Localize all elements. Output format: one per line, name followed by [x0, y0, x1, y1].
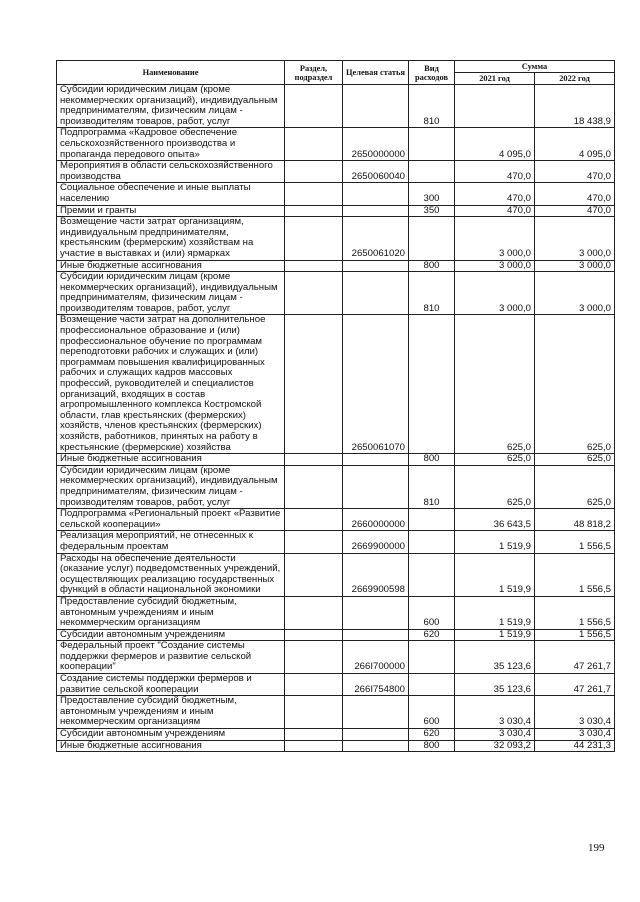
table-row	[57, 729, 615, 741]
row-razdel	[285, 272, 343, 315]
header-summa: Сумма	[455, 61, 615, 73]
table-row	[57, 509, 615, 531]
table-row	[57, 272, 615, 315]
row-2021: 625,0	[455, 465, 535, 508]
table-row	[57, 205, 615, 217]
row-code	[343, 260, 409, 272]
table-row	[57, 260, 615, 272]
header-year-2021: 2021 год	[455, 73, 535, 85]
row-2022: 48 818,2	[535, 509, 615, 531]
row-vid	[409, 509, 455, 531]
row-vid	[409, 674, 455, 696]
table-row	[57, 629, 615, 641]
row-2022: 470,0	[535, 161, 615, 183]
row-code	[343, 740, 409, 752]
row-2022: 3 000,0	[535, 217, 615, 260]
row-2021: 3 030,4	[455, 696, 535, 729]
row-vid: 620	[409, 729, 455, 741]
row-vid: 800	[409, 740, 455, 752]
row-2021: 35 123,6	[455, 641, 535, 674]
row-name: Возмещение части затрат организациям, индивидуальным предпринимателям, крестьянским (фермерским) хозяйствам на участие в выставках и (или) ярмарках	[57, 217, 285, 260]
row-vid	[409, 531, 455, 553]
row-name: Мероприятия в области сельскохозяйственного производства	[57, 161, 285, 183]
header-razdel: Раздел, подраздел	[285, 61, 343, 85]
row-name: Расходы на обеспечение деятельности (оказание услуг) подведомственных учреждений, осуществляющих реализацию государственных функций в области национальной экономики	[57, 553, 285, 596]
row-code: 2669900598	[343, 553, 409, 596]
row-2022: 3 000,0	[535, 272, 615, 315]
row-razdel	[285, 260, 343, 272]
row-name: Подпрограмма «Региональный проект «Развитие сельской кооперации»	[57, 509, 285, 531]
row-2022: 470,0	[535, 183, 615, 205]
row-2022: 4 095,0	[535, 128, 615, 161]
row-2021: 35 123,6	[455, 674, 535, 696]
table-row	[57, 641, 615, 674]
row-razdel	[285, 629, 343, 641]
row-name: Реализация мероприятий, не отнесенных к федеральным проектам	[57, 531, 285, 553]
row-vid: 300	[409, 183, 455, 205]
row-2021: 1 519,9	[455, 553, 535, 596]
row-2022: 625,0	[535, 454, 615, 466]
table-row	[57, 161, 615, 183]
row-code	[343, 454, 409, 466]
row-code	[343, 629, 409, 641]
row-vid	[409, 553, 455, 596]
row-razdel	[285, 85, 343, 128]
row-2021: 4 095,0	[455, 128, 535, 161]
row-vid	[409, 641, 455, 674]
row-code	[343, 272, 409, 315]
row-vid: 600	[409, 696, 455, 729]
table-row	[57, 85, 615, 128]
row-code	[343, 183, 409, 205]
row-name: Субсидии автономным учреждениям	[57, 729, 285, 741]
row-2021: 3 000,0	[455, 260, 535, 272]
row-2022: 47 261,7	[535, 674, 615, 696]
row-vid	[409, 161, 455, 183]
row-2022: 44 231,3	[535, 740, 615, 752]
row-name: Иные бюджетные ассигнования	[57, 260, 285, 272]
row-name: Федеральный проект "Создание системы поддержки фермеров и развитие сельской кооперации"	[57, 641, 285, 674]
row-razdel	[285, 128, 343, 161]
page-number: 199	[588, 842, 605, 854]
row-code: 2660000000	[343, 509, 409, 531]
row-code: 2669900000	[343, 531, 409, 553]
row-2021: 470,0	[455, 205, 535, 217]
row-vid: 810	[409, 272, 455, 315]
row-razdel	[285, 553, 343, 596]
row-razdel	[285, 465, 343, 508]
row-code: 266I700000	[343, 641, 409, 674]
row-2022: 1 556,5	[535, 629, 615, 641]
row-2022: 1 556,5	[535, 531, 615, 553]
table-row	[57, 454, 615, 466]
row-2021: 470,0	[455, 161, 535, 183]
row-name: Социальное обеспечение и иные выплаты населению	[57, 183, 285, 205]
row-name: Субсидии юридическим лицам (кроме некоммерческих организаций), индивидуальным предпринимателям, физическим лицам - производителям товаров, работ, услуг	[57, 272, 285, 315]
budget-table-page	[56, 60, 614, 752]
row-code: 2650061070	[343, 315, 409, 454]
row-2022: 3 030,4	[535, 729, 615, 741]
row-name: Субсидии автономным учреждениям	[57, 629, 285, 641]
table-row	[57, 740, 615, 752]
row-code	[343, 696, 409, 729]
row-vid: 810	[409, 85, 455, 128]
row-name: Субсидии юридическим лицам (кроме некоммерческих организаций), индивидуальным предпринимателям, физическим лицам - производителям товаров, работ, услуг	[57, 85, 285, 128]
row-razdel	[285, 183, 343, 205]
row-2021: 32 093,2	[455, 740, 535, 752]
row-code	[343, 85, 409, 128]
row-vid: 810	[409, 465, 455, 508]
row-razdel	[285, 740, 343, 752]
row-2022: 470,0	[535, 205, 615, 217]
table-row	[57, 128, 615, 161]
row-2022: 625,0	[535, 315, 615, 454]
row-code	[343, 596, 409, 629]
row-2022: 625,0	[535, 465, 615, 508]
table-row	[57, 465, 615, 508]
row-razdel	[285, 315, 343, 454]
row-name: Предоставление субсидий бюджетным, автономным учреждениям и иным некоммерческим организациям	[57, 696, 285, 729]
row-name: Предоставление субсидий бюджетным, автономным учреждениям и иным некоммерческим организациям	[57, 596, 285, 629]
row-code: 2650000000	[343, 128, 409, 161]
row-vid: 800	[409, 454, 455, 466]
row-name: Иные бюджетные ассигнования	[57, 740, 285, 752]
row-razdel	[285, 454, 343, 466]
row-2021: 3 030,4	[455, 729, 535, 741]
row-name: Создание системы поддержки фермеров и развитие сельской кооперации	[57, 674, 285, 696]
row-code: 2650061020	[343, 217, 409, 260]
row-name: Возмещение части затрат на дополнительное профессиональное образование и (или) профессиональное обучение по программам переподготовки рабочих и служащих и (или) программам повышения квалифицированных рабочих и служащих кадров массовых профессий, руководителей и специалистов организаций, входящих в состав агропромышленного комплекса Костромской области, глав крестьянских (фермерских) хозяйств, членов крестьянских (фермерских) хозяйств, работников, принятых на работу в крестьянские (фермерские) хозяйства	[57, 315, 285, 454]
row-2022: 47 261,7	[535, 641, 615, 674]
row-2021: 3 000,0	[455, 272, 535, 315]
table-row	[57, 531, 615, 553]
row-vid: 350	[409, 205, 455, 217]
row-2021: 1 519,9	[455, 629, 535, 641]
row-name: Премии и гранты	[57, 205, 285, 217]
budget-table	[56, 60, 615, 752]
row-razdel	[285, 729, 343, 741]
row-2022: 18 438,9	[535, 85, 615, 128]
row-name: Субсидии юридическим лицам (кроме некоммерческих организаций), индивидуальным предпринимателям, физическим лицам - производителям товаров, работ, услуг	[57, 465, 285, 508]
header-name: Наименование	[57, 61, 285, 85]
row-razdel	[285, 217, 343, 260]
row-2021: 3 000,0	[455, 217, 535, 260]
row-name: Иные бюджетные ассигнования	[57, 454, 285, 466]
row-vid	[409, 217, 455, 260]
table-row	[57, 674, 615, 696]
row-code	[343, 465, 409, 508]
row-razdel	[285, 674, 343, 696]
header-tselevaya: Целевая статья	[343, 61, 409, 85]
row-vid: 800	[409, 260, 455, 272]
row-2022: 1 556,5	[535, 596, 615, 629]
row-razdel	[285, 596, 343, 629]
table-row	[57, 596, 615, 629]
row-2022: 1 556,5	[535, 553, 615, 596]
row-razdel	[285, 641, 343, 674]
row-2021: 1 519,9	[455, 531, 535, 553]
row-name: Подпрограмма «Кадровое обеспечение сельскохозяйственного производства и пропаганда передового опыта»	[57, 128, 285, 161]
row-code	[343, 729, 409, 741]
table-row	[57, 217, 615, 260]
row-2022: 3 000,0	[535, 260, 615, 272]
row-code	[343, 205, 409, 217]
row-2021: 625,0	[455, 454, 535, 466]
row-2021: 470,0	[455, 183, 535, 205]
row-razdel	[285, 205, 343, 217]
row-razdel	[285, 531, 343, 553]
row-razdel	[285, 696, 343, 729]
row-vid: 620	[409, 629, 455, 641]
row-vid	[409, 315, 455, 454]
row-2021: 625,0	[455, 315, 535, 454]
row-razdel	[285, 161, 343, 183]
row-2021: 36 643,5	[455, 509, 535, 531]
table-row	[57, 553, 615, 596]
row-code: 2650060040	[343, 161, 409, 183]
row-vid	[409, 128, 455, 161]
table-row	[57, 315, 615, 454]
row-code: 266I754800	[343, 674, 409, 696]
header-vid: Вид расходов	[409, 61, 455, 85]
row-2021: 1 519,9	[455, 596, 535, 629]
table-row	[57, 696, 615, 729]
table-row	[57, 183, 615, 205]
row-2021	[455, 85, 535, 128]
row-vid: 600	[409, 596, 455, 629]
row-razdel	[285, 509, 343, 531]
header-year-2022: 2022 год	[535, 73, 615, 85]
row-2022: 3 030,4	[535, 696, 615, 729]
